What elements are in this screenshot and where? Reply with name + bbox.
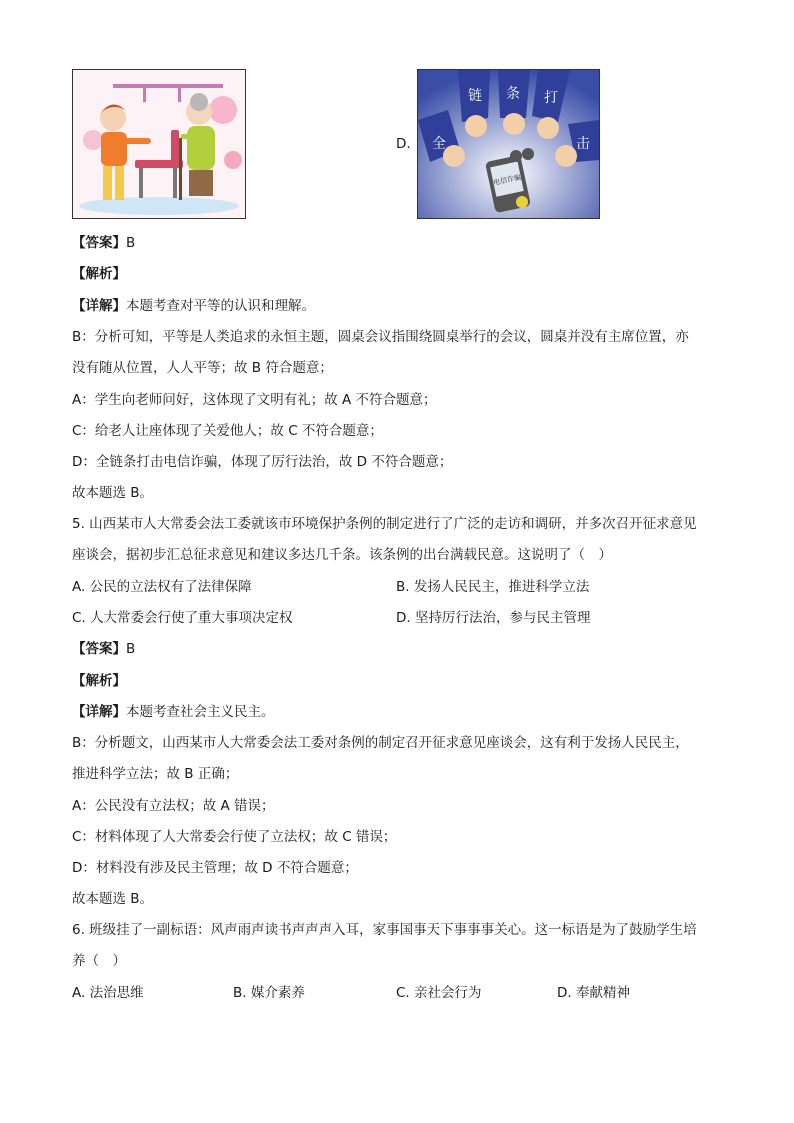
q4-detail-line: 故本题选 B。	[72, 485, 154, 501]
q6-stem-line1: 6. 班级挂了一副标语：风声雨声读书声声声入耳，家事国事天下事事事关心。这一标语是为了鼓励学生培	[72, 922, 697, 938]
option-d-label: D.	[396, 136, 411, 152]
detail-tag: 【详解】	[72, 298, 126, 314]
q4-detail-line: 没有随从位置，人人平等；故 B 符合题意；	[72, 360, 333, 376]
q4-detail	[72, 296, 315, 316]
q5-detail-line: D：材料没有涉及民主管理；故 D 不符合题意；	[72, 860, 358, 876]
q6-option-c: C. 亲社会行为	[396, 985, 482, 1001]
fist-char-3: 条	[506, 86, 520, 102]
option-c-illustration	[72, 69, 246, 219]
q6-stem-line2: 养（ ）	[72, 953, 126, 969]
q6-option-a: A. 法治思维	[72, 985, 144, 1001]
detail-intro: 本题考查对平等的认识和理解。	[126, 298, 315, 314]
q6-option-b: B. 媒介素养	[233, 985, 305, 1001]
q4-answer	[72, 233, 135, 253]
q5-detail-line: A：公民没有立法权；故 A 错误；	[72, 798, 275, 814]
fist-char-5: 击	[576, 136, 590, 152]
q4-detail-line: C：给老人让座体现了关爱他人；故 C 不符合题意；	[72, 423, 383, 439]
q5-detail-line: B：分析题文，山西某市人大常委会法工委对条例的制定召开征求意见座谈会，这有利于发扬人民民主，	[72, 735, 689, 751]
answer-value: B	[126, 641, 136, 657]
q5-option-a: A. 公民的立法权有了法律保障	[72, 579, 252, 595]
q5-option-c: C. 人大常委会行使了重大事项决定权	[72, 610, 293, 626]
q4-detail-line: A：学生向老师问好，这体现了文明有礼；故 A 不符合题意；	[72, 392, 437, 408]
q5-detail-line: 故本题选 B。	[72, 891, 154, 907]
q5-option-d: D. 坚持厉行法治，参与民主管理	[396, 610, 591, 626]
q5-stem-line2: 座谈会，据初步汇总征求意见和建议多达几千条。该条例的出台满载民意。这说明了（ ）	[72, 547, 612, 563]
q5-option-b: B. 发扬人民民主，推进科学立法	[396, 579, 590, 595]
answer-tag: 【答案】	[72, 235, 126, 251]
fist-char-2: 链	[468, 88, 482, 104]
phone-text: 电信诈骗	[492, 173, 522, 187]
q5-stem-line1: 5. 山西某市人大常委会法工委就该市环境保护条例的制定进行了广泛的走访和调研，并多次召开征求意见	[72, 516, 697, 532]
answer-value: B	[126, 235, 136, 251]
q5-detail-line: C：材料体现了人大常委会行使了立法权；故 C 错误；	[72, 829, 397, 845]
option-d-illustration	[417, 69, 600, 219]
student-giving-seat-icon	[73, 70, 245, 218]
fists-striking-fraud-icon	[418, 70, 599, 218]
q6-option-d: D. 奉献精神	[557, 985, 630, 1001]
detail-tag: 【详解】	[72, 704, 126, 720]
q4-detail-line: B：分析可知，平等是人类追求的永恒主题，圆桌会议指围绕圆桌举行的会议，圆桌并没有主席位置，亦	[72, 329, 689, 345]
q4-analysis-tag: 【解析】	[72, 266, 126, 282]
q4-detail-line: D：全链条打击电信诈骗，体现了厉行法治，故 D 不符合题意；	[72, 454, 453, 470]
q5-detail	[72, 702, 275, 722]
q5-analysis-tag: 【解析】	[72, 673, 126, 689]
fist-char-4: 打	[544, 90, 558, 106]
answer-tag: 【答案】	[72, 641, 126, 657]
q5-detail-line: 推进科学立法；故 B 正确；	[72, 766, 239, 782]
q5-answer	[72, 639, 135, 659]
detail-intro: 本题考查社会主义民主。	[126, 704, 275, 720]
fist-char-1: 全	[432, 136, 446, 152]
